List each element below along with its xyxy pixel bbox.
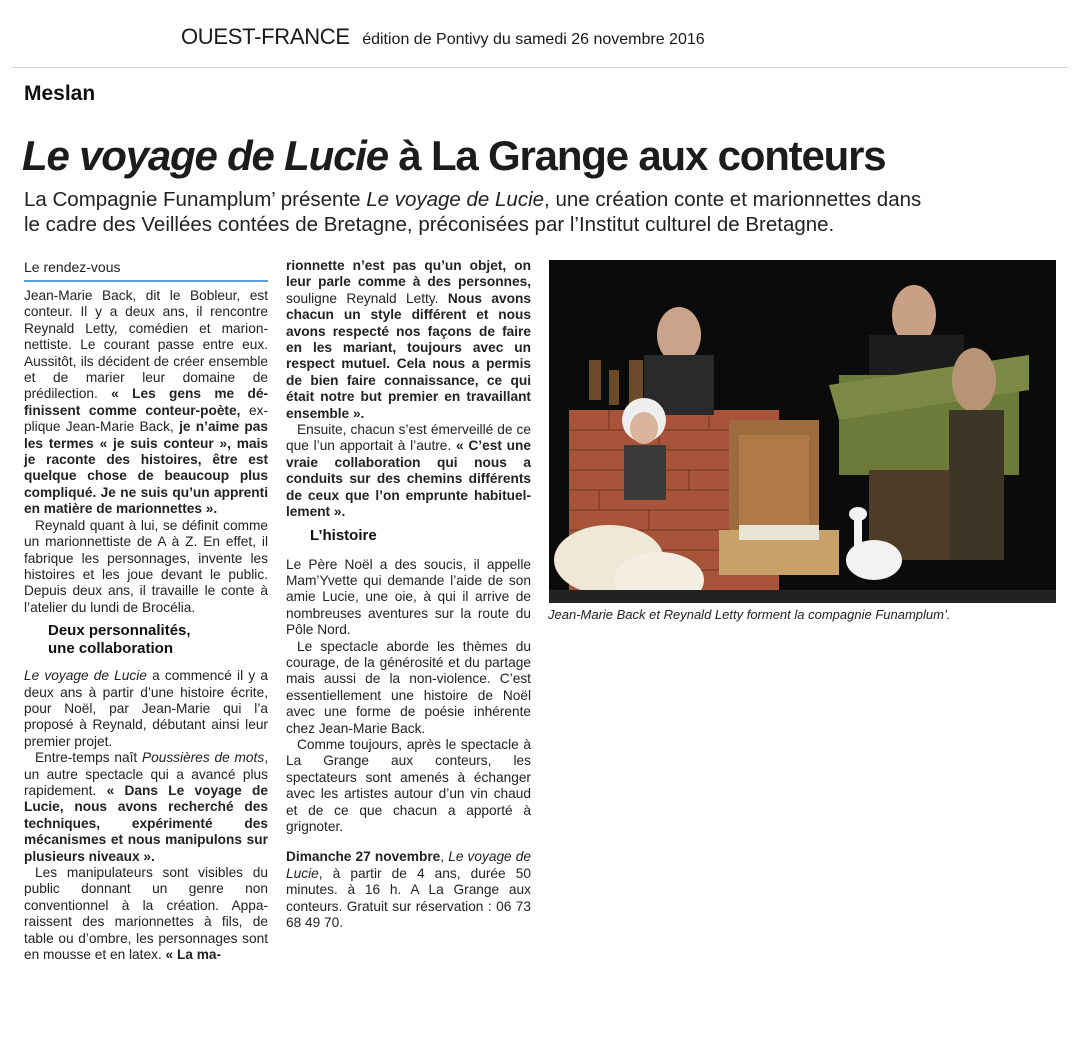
event-info: Dimanche 27 novembre, Le voyage de Lucie, à partir de 4 ans, durée 50 minutes. à 16 h. A La Grange aux conteurs. Gratuit sur réservation : 06 73 68 49 70. xyxy=(286,849,532,931)
photo-caption: Jean-Marie Back et Reynald Letty forment la compagnie Funamplum’. xyxy=(548,607,951,622)
paragraph: rionnette n’est pas qu’un objet, on leur parle comme à des personnes, souligne Reynald Letty. Nous avons chacun un style différent et nous avons respecté nos façons de faire en les mariant, toujours avec un respect mutuel. Cela nous a permis de bien faire connaissance, ce qui était notre but premier en travaillant ensemble ». xyxy=(286,258,531,421)
paragraph: Reynald quant à lui, se définit comme un marionnettiste de A à Z. En effet, il fabrique les personnages, invente les histoires et les joue devant le public. Depuis deux ans, il travaille le conte à l’atelier du lundi de Brocélia. xyxy=(24,517,268,615)
headline-rest: à La Grange aux conteurs xyxy=(387,132,886,179)
lead-text-2: , une création conte et marionnettes dans le cadre des Veillées contées de Bretagne, préconisées par l’Institut culturel de Bretagne. xyxy=(24,188,922,236)
article-column-2 xyxy=(286,258,531,931)
publication-name: OUEST-FRANCE xyxy=(181,24,350,49)
article-lead xyxy=(24,187,924,237)
subheading-histoire: L’histoire xyxy=(310,526,377,544)
edition-info: édition de Pontivy du samedi 26 novembre 2016 xyxy=(362,31,705,48)
paragraph: Entre-temps naît Poussières de mots, un autre spectacle qui a avancé plus rapidement. « Dans Le voyage de Lucie, nous avons recherché des techniques, expérimenté des mécanismes et nous manipulons sur plusieurs niveaux ». xyxy=(24,750,268,864)
article-photo xyxy=(549,260,1056,603)
paragraph: Le voyage de Lucie a commencé il y a deux ans à partir d’une histoire écrite, pour Noël, par Jean-Marie qui l’a proposé à Reynald, débutant ainsi leur premier projet. xyxy=(24,668,268,749)
section-title: Meslan xyxy=(24,82,96,105)
paragraph: Le Père Noël a des soucis, il appelle Mam’Yvette qui demande l’aide de son amie Lucie, une oie, à qui il arrive de nombreuses aventures sur la route du Pôle Nord. xyxy=(286,556,531,638)
page-header xyxy=(181,24,705,50)
paragraph: Le spectacle aborde les thèmes du courage, de la générosité et du partage mais aussi de la non-violence. C’est essentiellement une histoire de Noël avec une forme de poésie inhérente chez Jean-Marie Back. xyxy=(286,638,531,736)
paragraph: Comme toujours, après le spectacle à La Grange aux conteurs, les spectateurs sont amenés à échanger avec les artistes autour d’un vin chaud et de ce que chacun a apporté à grignoter. xyxy=(286,736,531,834)
column-kicker: Le rendez-vous xyxy=(24,258,268,282)
article-column-1 xyxy=(24,258,268,963)
lead-italic: Le voyage de Lucie xyxy=(366,188,545,211)
lead-text-1: La Compagnie Funamplum’ présente xyxy=(24,188,367,211)
headline-italic: Le voyage de Lucie xyxy=(22,132,388,179)
subheading-personnalites: Deux personnalités, une collaboration xyxy=(48,622,191,658)
paragraph: Les manipulateurs sont visibles du public donnant un genre non conventionnel à la création. Apparaissent des marionnettes à fils, de table ou d’ombre, les personnages sont en mousse et en latex. « La ma- xyxy=(24,865,268,963)
header-divider xyxy=(12,67,1068,68)
paragraph: Ensuite, chacun s’est émerveillé de ce que l’un apportait à l’autre. « C’est une vraie collaboration qui nous a conduits sur des chemins différents de ceux que l’on emprunte habituellement ». xyxy=(286,422,531,520)
paragraph: Jean-Marie Back, dit le Bobleur, est conteur. Il y a deux ans, il rencontre Reynald Letty, comédien et marionnettiste. Le courant passe entre eux. Aussitôt, ils décident de créer ensemble et de marier leur domaine de prédilection. « Les gens me définissent comme conteur-poète, explique Jean-Marie Back, je n’aime pas les termes « je suis conteur », mais je raconte des histoires, être est quelque chose de beaucoup plus compliqué. Je ne suis qu’un apprenti en matière de marionnettes ». xyxy=(24,288,269,517)
article-headline xyxy=(22,130,885,182)
puppet-show-photo xyxy=(549,260,1056,603)
